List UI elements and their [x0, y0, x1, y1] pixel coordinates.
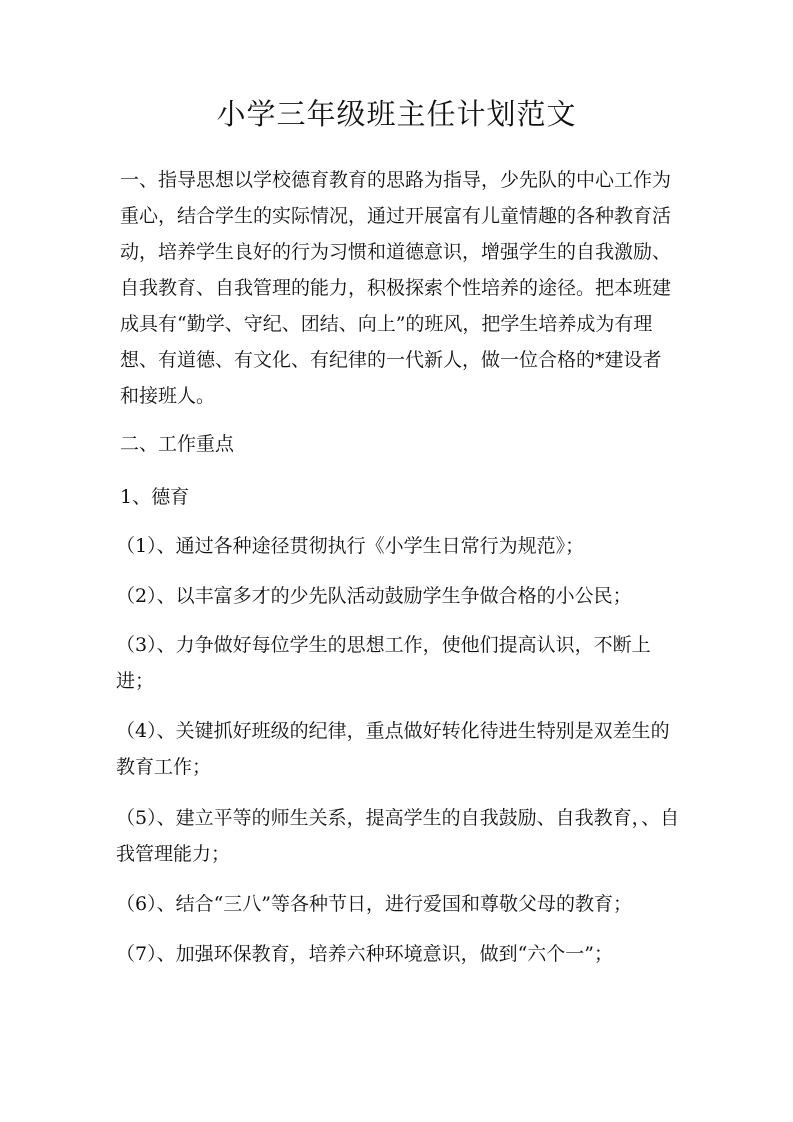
page-title: 小学三年级班主任计划范文 — [216, 97, 577, 131]
section-heading-work-focus: 二、工作重点 — [120, 433, 235, 455]
list-item-4: （4）、关键抓好班级的纪律，重点做好转化待进生特别是双差生的教育工作； — [116, 720, 670, 778]
list-item-5: （5）、建立平等的师生关系，提高学生的自我鼓励、自我教育，、自我管理能力； — [116, 807, 680, 865]
list-item-6: （6）、结合“三八”等各种节日，进行爱国和尊敬父母的教育； — [116, 893, 633, 915]
subsection-heading-moral-education: 1、德育 — [120, 486, 190, 508]
guiding-ideology-paragraph: 一、指导思想以学校德育教育的思路为指导，少先队的中心工作为重心，结合学生的实际情况，通过开展富有儿童情趣的各种教育活动，培养学生良好的行为习惯和道德意识，增强学生的自我激励、自我教育、自我管理的能力，积极探索个性培养的途径。把本班建成具有“勤学、守纪、团结、向上”的班风，把学生培养成为有理想、有道德、有文化、有纪律的一代新人，做一位合格的*建设者和接班人。 — [120, 169, 672, 407]
list-item-7: （7）、加强环保教育，培养六种环境意识，做到“六个一”； — [116, 943, 614, 965]
list-item-3: （3）、力争做好每位学生的思想工作，使他们提高认识，不断上进； — [116, 634, 651, 692]
list-item-2: （2）、以丰富多才的少先队活动鼓励学生争做合格的小公民； — [116, 585, 632, 607]
list-item-1: （1）、通过各种途径贯彻执行《小学生日常行为规范》； — [116, 535, 585, 557]
